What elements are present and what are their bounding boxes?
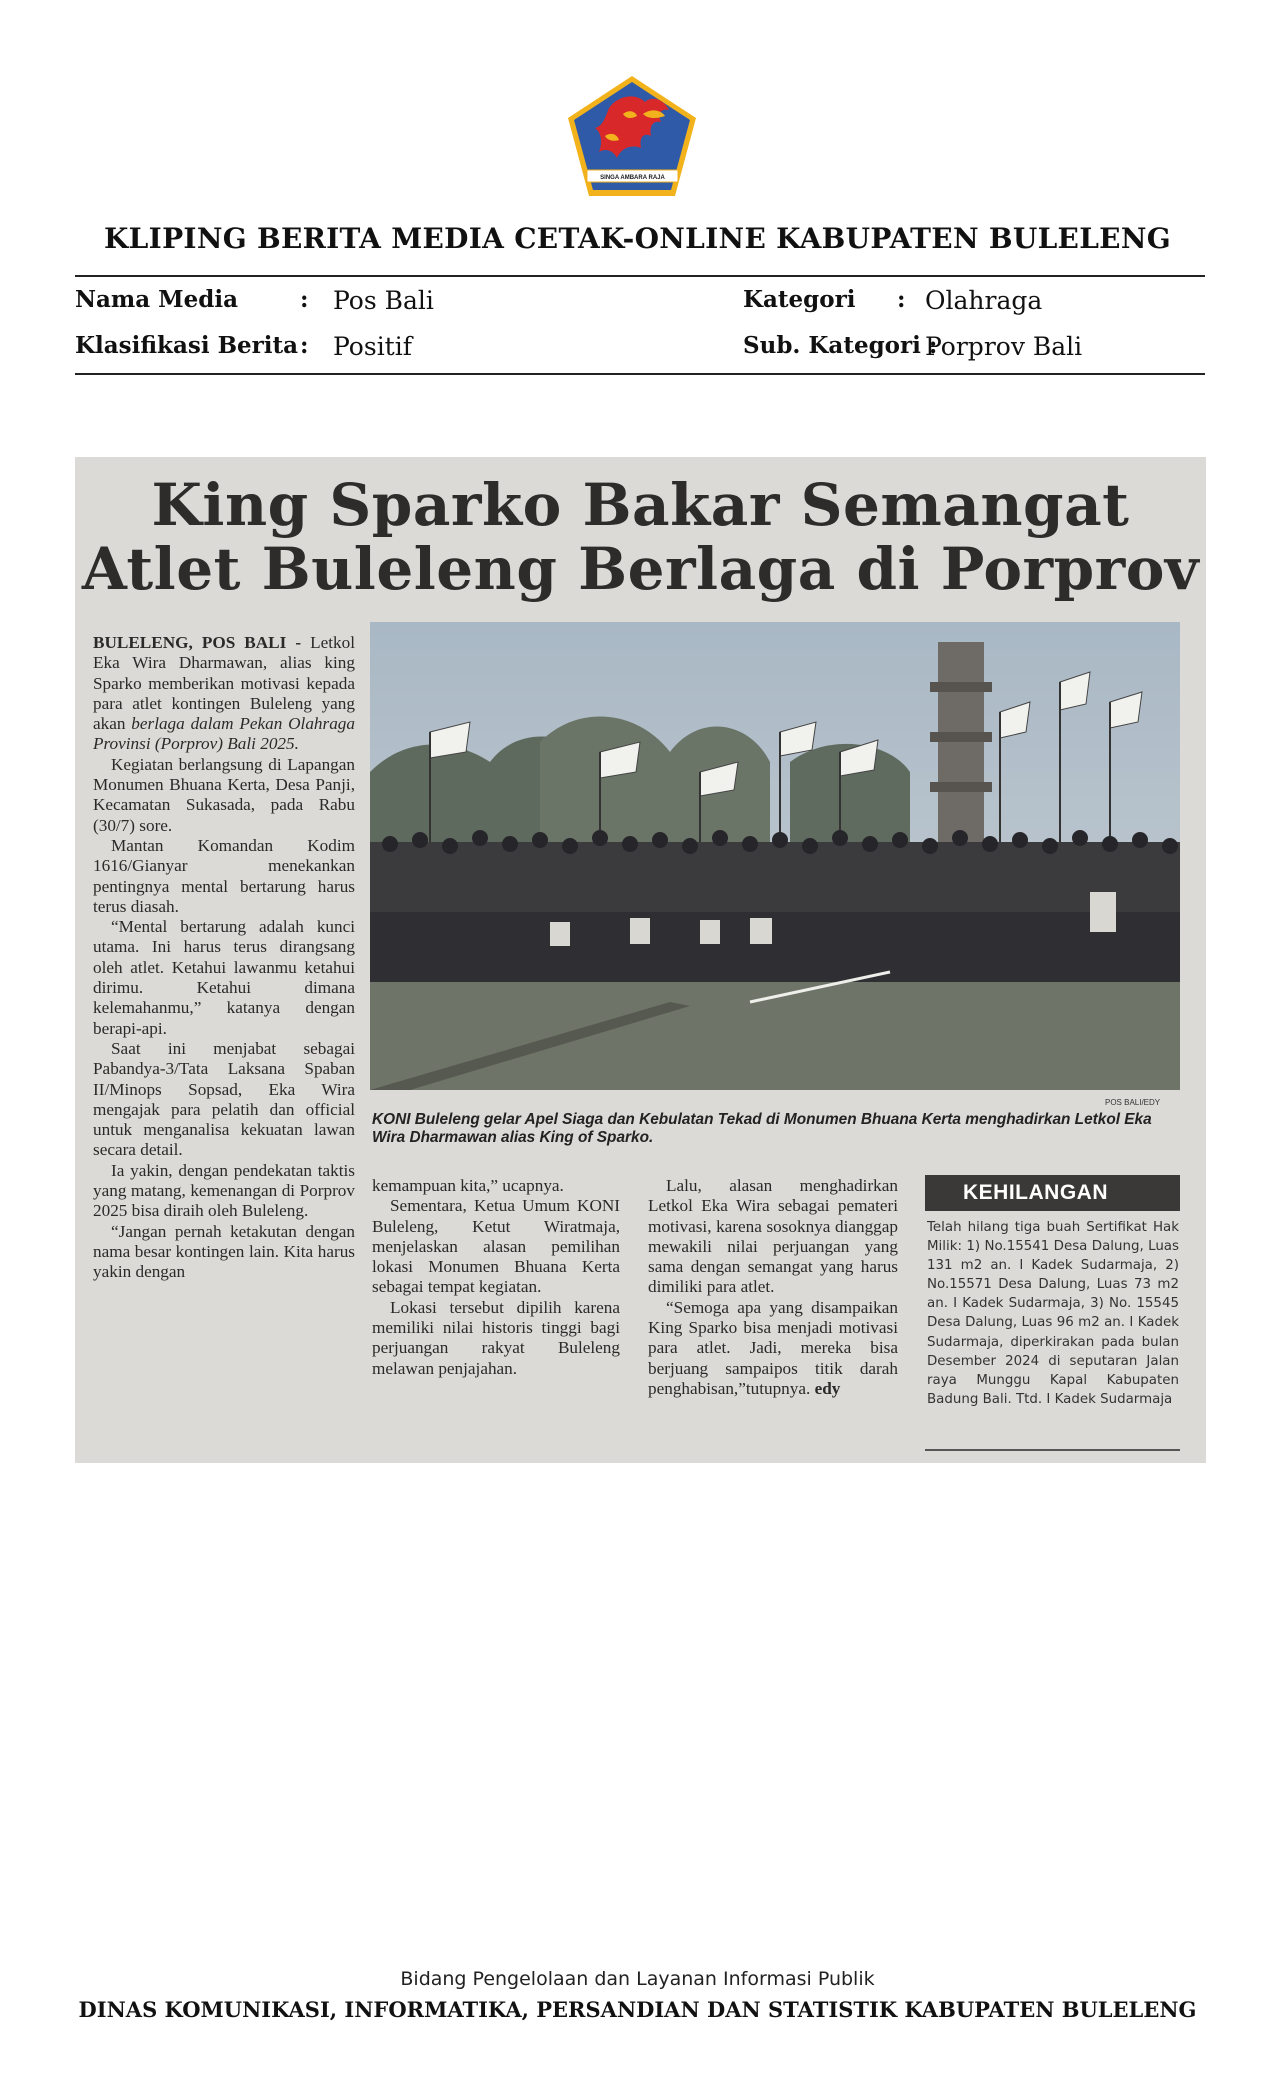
paragraph: Sementara, Ketua Umum KONI Buleleng, Ketut Wiratmaja, menjelaskan alasan pemilihan lokasi Monumen Bhuana Kerta sebagai tempat kegiatan. — [372, 1196, 620, 1297]
paragraph: Kegiatan berlangsung di Lapangan Monumen Bhuana Kerta, Desa Panji, Kecamatan Sukasada, pada Rabu (30/7) sore. — [93, 754, 355, 835]
headline-line-1: King Sparko Bakar Semangat — [151, 471, 1130, 539]
newspaper-clipping — [75, 457, 1206, 1463]
klasifikasi-label: Klasifikasi Berita — [75, 332, 299, 359]
headline-line-2: Atlet Buleleng Berlaga di Porprov — [81, 535, 1200, 603]
article-column-1 — [93, 633, 355, 1283]
header-rule-top — [75, 275, 1205, 277]
paragraph: kemampuan kita,” ucapnya. — [372, 1176, 564, 1195]
logo-text: SINGA AMBARA RAJA — [600, 175, 665, 181]
sub-kategori-value: Porprov Bali — [925, 332, 1083, 361]
logo-emblem — [565, 74, 700, 200]
classified-body: Telah hilang tiga buah Sertifikat Hak Milik: 1) No.15541 Desa Dalung, Luas 131 m2 an. I Kadek Sudarmaja, 2) No.15571 Desa Dalung, Luas 73 m2 an. I Kadek Sudarmaja, 3) No. 15545 Desa Dalung, Luas 96 m2 an. I Kadek Sudarmaja, diperkirakan pada bulan Desember 2024 di seputaran Jalan raya Munggu Kapal Kabupaten Badung Bali. Ttd. I Kadek Sudarmaja — [927, 1220, 1179, 1407]
paragraph: Ia yakin, dengan pendekatan taktis yang matang, kemenangan di Porprov 2025 bisa diraih oleh Buleleng. — [93, 1160, 355, 1221]
meta-block — [75, 286, 1205, 366]
paragraph: Saat ini menjabat sebagai Pabandya-3/Tata Laksana Spaban II/Minops Sopsad, Eka Wira mengajak para pelatih dan official untuk menganalisa kekuatan lawan secara detail. — [93, 1038, 355, 1160]
header-rule-bottom — [75, 373, 1205, 375]
media-colon: : — [300, 286, 309, 313]
paragraph: Lalu, alasan menghadirkan Letkol Eka Wira sebagai pemateri motivasi, karena sosoknya dianggap mewakili nilai perjuangan yang sama dengan semangat yang harus dimiliki para atlet. — [648, 1176, 898, 1297]
dateline: BULELENG, POS BALI - — [93, 633, 302, 652]
footer-agency: DINAS KOMUNIKASI, INFORMATIKA, PERSANDIAN DAN STATISTIK KABUPATEN BULELENG — [78, 1997, 1197, 2022]
document-title: KLIPING BERITA MEDIA CETAK-ONLINE KABUPATEN BULELENG — [104, 222, 1171, 255]
kategori-colon: : — [897, 286, 906, 313]
classified-rule — [925, 1449, 1180, 1451]
paragraph-text: “Semoga apa yang disampaikan King Sparko bisa menjadi motivasi para atlet. Jadi, mereka bisa berjuang sampaipos titik darah penghabisan,”tutupnya. — [648, 1297, 898, 1398]
paragraph — [93, 633, 355, 755]
photo-caption: KONI Buleleng gelar Apel Siaga dan Kebulatan Tekad di Monumen Bhuana Kerta menghadirkan Letkol Eka Wira Dharmawan alias King of Sparko. — [372, 1111, 1152, 1146]
author-signature: edy — [814, 1378, 841, 1398]
paragraph-text: berlaga dalam Pekan Olahraga Provinsi (Porprov) Bali 2025. — [93, 714, 355, 754]
kategori-label: Kategori — [743, 286, 856, 313]
paragraph: Mantan Komandan Kodim 1616/Gianyar menekankan pentingnya mental bertarung harus terus diasah. — [93, 835, 355, 916]
singa-ambara-raja-emblem-icon — [565, 74, 700, 200]
media-value: Pos Bali — [333, 286, 434, 315]
news-photo — [370, 622, 1180, 1090]
paragraph — [648, 1298, 898, 1399]
article-column-3 — [648, 1176, 898, 1399]
photo-credit: POS BALI/EDY — [1105, 1098, 1161, 1107]
paragraph: Lokasi tersebut dipilih karena memiliki nilai historis tinggi bagi perjuangan rakyat Buleleng melawan penjajahan. — [372, 1297, 620, 1378]
kategori-value: Olahraga — [925, 286, 1043, 315]
klasifikasi-value: Positif — [333, 332, 412, 361]
paragraph-text: Letkol Eka Wira Dharmawan, alias king Sparko memberikan motivasi kepada para atlet kontingen Buleleng yang akan — [93, 633, 355, 734]
classified-title: KEHILANGAN — [925, 1175, 1180, 1211]
footer-division: Bidang Pengelolaan dan Layanan Informasi Publik — [400, 1968, 875, 1990]
paragraph: “Jangan pernah ketakutan dengan nama besar kontingen lain. Kita harus yakin dengan — [93, 1221, 355, 1282]
article-column-2 — [372, 1176, 620, 1379]
crowd-photo-image — [370, 622, 1180, 1090]
klasifikasi-colon: : — [300, 332, 309, 359]
media-label: Nama Media — [75, 286, 238, 313]
paragraph: “Mental bertarung adalah kunci utama. Ini harus terus dirangsang oleh atlet. Ketahui lawanmu ketahui dirimu. Ketahui dimana kelemahanmu,” katanya dengan berapi-api. — [93, 917, 355, 1038]
sub-kategori-label: Sub. Kategori : — [743, 332, 938, 359]
